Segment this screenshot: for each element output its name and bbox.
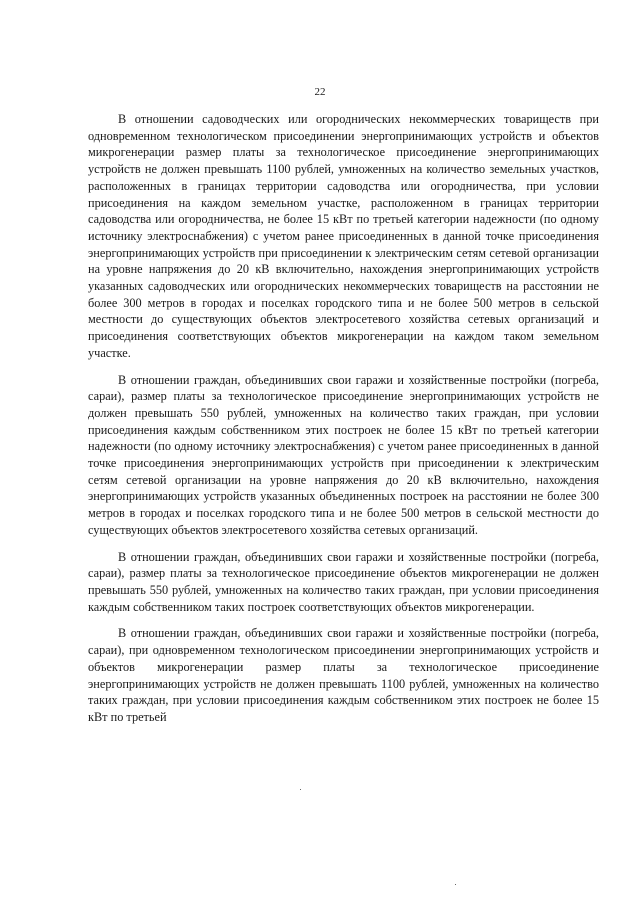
paragraph-3: В отношении граждан, объединивших свои гаражи и хозяйственные постройки (погреба, сараи), размер платы за технологическое присоединение объектов микрогенерации не должен превышать 550 рублей, умноженных на количество таких граждан, при условии присоединения каждым собственником таких построек соответствующих объектов микрогенерации. (88, 549, 599, 614)
paragraph-1: В отношении садоводческих или огороднических некоммерческих товариществ при одновременном технологическом присоединении энергопринимающих устройств и объектов микрогенерации размер платы за технологическое присоединение энергопринимающих устройств не должен превышать 1100 рублей, умноженных на количество земельных участков, расположенных в границах территории садоводства или огородничества, при условии присоединения на каждом земельном участке, расположенном в границах территории садоводства или огородничества, не более 15 кВт по третьей категории надежности (по одному источнику электроснабжения) с учетом ранее присоединенных в данной точке присоединения энергопринимающих устройств при присоединении к электрическим сетям сетевой организации на уровне напряжения до 20 кВ включительно, нахождения энергопринимающих устройств указанных садоводческих или огороднических некоммерческих товариществ на расстоянии не более 300 метров в городах и поселках городского типа и не более 500 метров в сельской местности до существующих объектов электросетевого хозяйства сетевых организаций и присоединения соответствующих объектов микрогенерации на каждом таком земельном участке. (88, 112, 599, 360)
scan-speck (300, 789, 301, 790)
scan-speck (455, 884, 456, 885)
page-number: 22 (314, 86, 326, 98)
body-text (88, 111, 599, 726)
paragraph-2: В отношении граждан, объединивших свои гаражи и хозяйственные постройки (погреба, сараи), размер платы за технологическое присоединение энергопринимающих устройств не должен превышать 550 рублей, умноженных на количество таких граждан, при условии присоединения каждым собственником этих построек не более 15 кВт по третьей категории надежности (по одному источнику электроснабжения) с учетом ранее присоединенных в данной точке присоединения энергопринимающих устройств при присоединении к электрическим сетям сетевой организации на уровне напряжения до 20 кВ включительно, нахождения энергопринимающих устройств указанных объединенных построек на расстоянии не более 300 метров в городах и поселках городского типа и не более 500 метров в сельской местности до существующих объектов электросетевого хозяйства сетевых организаций. (88, 372, 599, 537)
paragraph-4: В отношении граждан, объединивших свои гаражи и хозяйственные постройки (погреба, сараи), при одновременном технологическом присоединении энергопринимающих устройств и объектов микрогенерации размер платы за технологическое присоединение энергопринимающих устройств не должен превышать 1100 рублей, умноженных на количество таких граждан, при условии присоединения каждым собственником этих построек не более 15 кВт по третьей (88, 626, 599, 724)
